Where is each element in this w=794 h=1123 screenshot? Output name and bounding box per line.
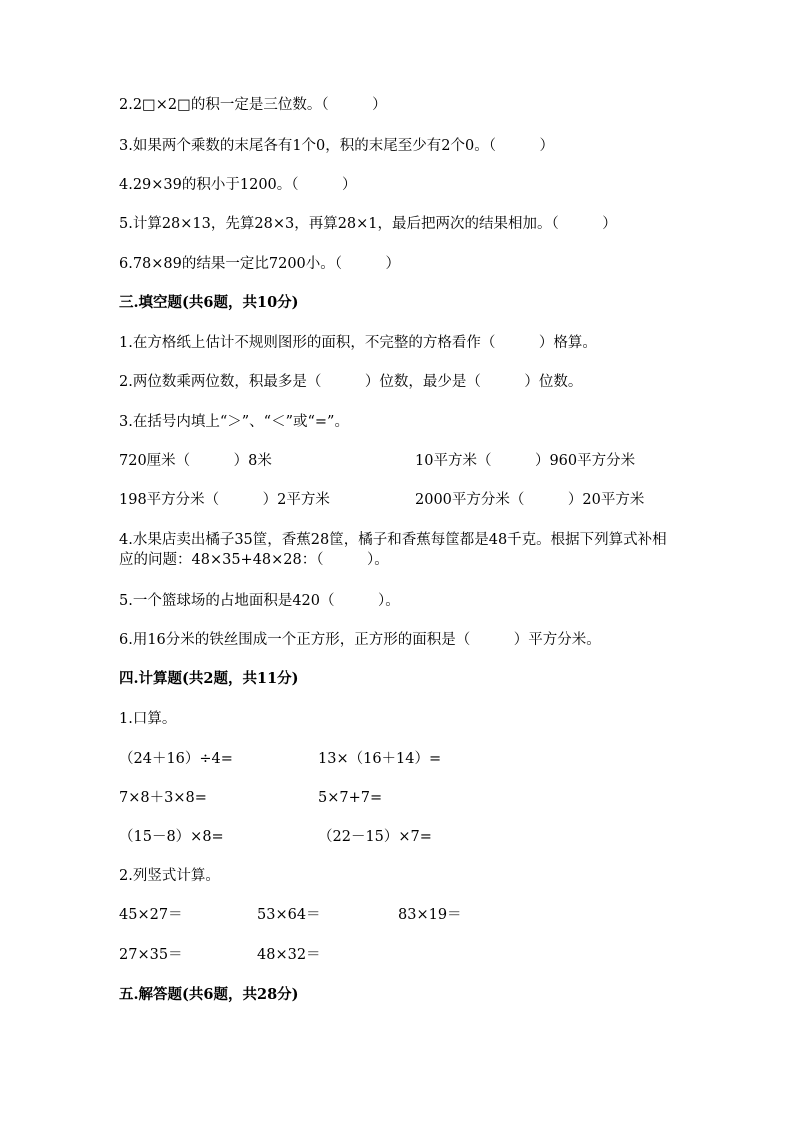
vertical-5: 48×32＝ (257, 947, 321, 963)
vertical-1: 45×27＝ (119, 907, 183, 923)
oral-2b: 5×7+7= (318, 790, 383, 806)
fill-question-5: 5.一个篮球场的占地面积是420（ ）。 (119, 593, 400, 609)
oral-2a: 7×8＋3×8= (119, 790, 207, 806)
section-4-heading: 四.计算题(共2题，共11分) (119, 670, 299, 687)
judge-item-6: 6.78×89的结果一定比7200小。（ ） (119, 256, 401, 272)
fill-question-4: 4.水果店卖出橘子35筐，香蕉28筐，橘子和香蕉每筐都是48千克。根据下列算式补相应的问题：48×35+48×28：（ ）。 (119, 532, 667, 568)
compare-2-left: 198平方分米（ ）2平方米 (119, 492, 330, 508)
oral-1b: 13×（16＋14）= (318, 751, 442, 767)
calc-question-2: 2.列竖式计算。 (119, 868, 220, 884)
section-5-heading: 五.解答题(共6题，共28分) (119, 986, 299, 1003)
oral-1a: （24＋16）÷4= (119, 751, 233, 767)
compare-1-left: 720厘米（ ）8米 (119, 453, 272, 469)
compare-1-right: 10平方米（ ）960平方分米 (415, 453, 636, 469)
fill-question-6: 6.用16分米的铁丝围成一个正方形，正方形的面积是（ ）平方分米。 (119, 632, 601, 648)
vertical-4: 27×35＝ (119, 947, 183, 963)
calc-question-1: 1.口算。 (119, 711, 177, 727)
oral-3b: （22－15）×7= (318, 829, 432, 845)
judge-item-5: 5.计算28×13，先算28×3，再算28×1，最后把两次的结果相加。（ ） (119, 216, 617, 232)
fill-question-2: 2.两位数乘两位数，积最多是（ ）位数，最少是（ ）位数。 (119, 374, 583, 390)
judge-item-3: 3.如果两个乘数的末尾各有1个0，积的末尾至少有2个0。（ ） (119, 138, 554, 154)
judge-item-4: 4.29×39的积小于1200。（ ） (119, 177, 357, 193)
judge-item-2: 2.2□×2□的积一定是三位数。（ ） (119, 97, 387, 113)
oral-3a: （15－8）×8= (119, 829, 224, 845)
vertical-2: 53×64＝ (257, 907, 321, 923)
vertical-3: 83×19＝ (398, 907, 462, 923)
section-3-heading: 三.填空题(共6题，共10分) (119, 294, 299, 311)
compare-2-right: 2000平方分米（ ）20平方米 (415, 492, 645, 508)
fill-question-3: 3.在括号内填上“＞”、“＜”或“=”。 (119, 414, 349, 430)
fill-question-1: 1.在方格纸上估计不规则图形的面积，不完整的方格看作（ ）格算。 (119, 335, 597, 351)
